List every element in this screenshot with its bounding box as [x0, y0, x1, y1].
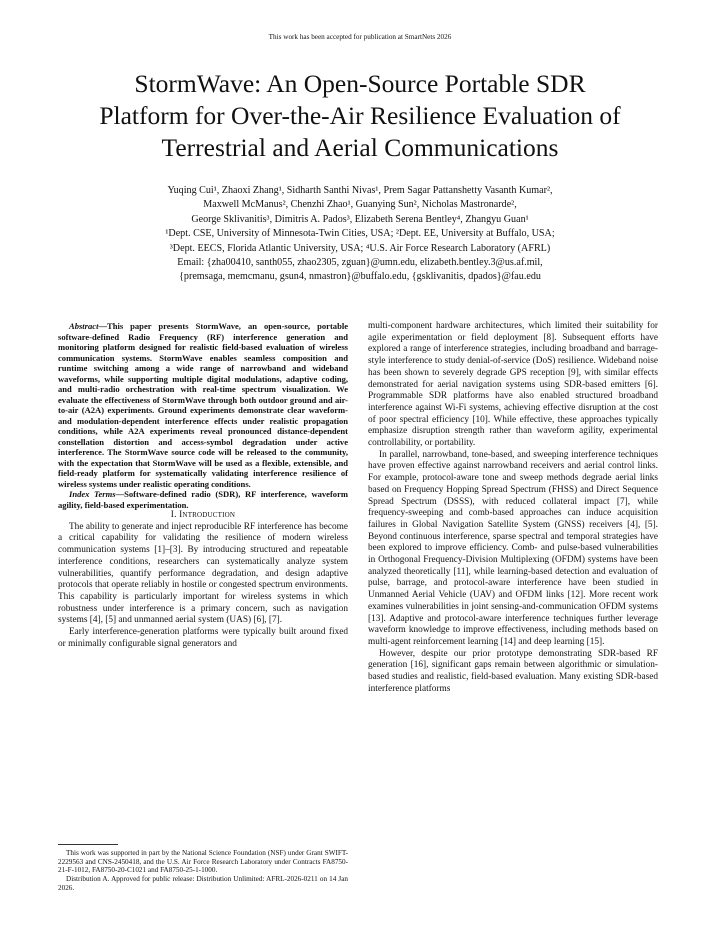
author-block	[40, 184, 680, 285]
author-line: Maxwell McManus², Chenzhi Zhao¹, Guanying Sun², Nicholas Mastronarde²,	[203, 199, 517, 211]
footnotes	[58, 849, 348, 893]
title-line: Platform for Over-the-Air Resilience Evaluation of	[99, 101, 621, 130]
index-terms	[58, 489, 348, 510]
email-line: {premsaga, memcmanu, gsun4, nmastron}@buffalo.edu, {gsklivanitis, dpados}@fau.edu	[179, 271, 541, 283]
body-paragraph: multi-component hardware architectures, which limited their suitability for agile experimentation or field deployment [8]. Subsequent efforts have explored a range of interference strategies, including broadband and barrage-style interference to study denial-of-service (DoS) resilience. Wideband noise has been shown to severely degrade GPS reception [9], with similar effects demonstrated for aerial navigation systems using SDR-based emitters [6]. Programmable SDR platforms have also enabled structured broadband interference against Wi-Fi systems, achieving effective disruption at the cost of poor spectral efficiency [10]. While effective, these approaches typically emphasize disruption strength rather than waveform agility, experimental controllability, or portability.	[368, 321, 658, 449]
body-paragraph: In parallel, narrowband, tone-based, and sweeping interference techniques have proven effective against narrowband receivers and aerial control links. For example, protocol-aware tone and sweep methods degrade aerial links based on Frequency Hopping Spread Spectrum (FHSS) and Direct Sequence Spread Spectrum (DSSS), with reduced collateral impact [7], while frequency-sweeping and comb-based approaches can induce acquisition failures in Global Navigation Satellite System (GNSS) receivers [4], [5]. Beyond continuous interference, sparse spectral and temporal strategies have been explored to improve efficiency. Comb- and pulse-based vulnerabilities in Orthogonal Frequency-Division Multiplexing (OFDM) systems have been analyzed theoretically [11], while learning-based detection and evaluation of pulse, barrage, and protocol-aware interference have been studied in Unmanned Aerial Vehicle (UAV) and OFDM links [12]. More recent work examines vulnerabilities in joint sensing-and-communication OFDM systems [13]. Adaptive and protocol-aware interference techniques further leverage waveform knowledge to improve effectiveness, including methods based on multi-agent reinforcement learning [14] and deep learning [15].	[368, 449, 658, 647]
right-column	[368, 321, 658, 696]
affiliation-line: ¹Dept. CSE, University of Minnesota-Twin Cities, USA; ²Dept. EE, University at Buffalo, USA;	[165, 228, 555, 240]
section-heading: I. Introduction	[170, 510, 236, 520]
footnote-rule	[58, 844, 118, 845]
abstract	[58, 321, 348, 489]
index-terms-lead: Index Terms	[69, 489, 116, 499]
abstract-text: —This paper presents StormWave, an open-source, portable software-defined Radio Frequency (RF) interference generation and monitoring platform designed for realistic field-based evaluation of wireless communication systems. StormWave enables seamless composition and runtime switching among a wide range of narrowband and wideband waveforms, while supporting multiple digital modulations, adaptive coding, and multi-radio orchestration with real-time spectrum visualization. We evaluate the effectiveness of StormWave through both outdoor ground and air-to-air (A2A) experiments. Ground experiments demonstrate clear waveform- and modulation-dependent interference effects under realistic propagation conditions, while A2A experiments reveal pronounced distance-dependent constellation distortion and access-symbol degradation under active interference. The StormWave source code will be released to the community, with the expectation that StormWave will be used as a flexible, extensible, and field-ready platform for systematically validating interference resilience of wireless systems under realistic operating conditions.	[58, 321, 348, 489]
abstract-lead: Abstract	[69, 321, 99, 331]
author-line: George Sklivanitis³, Dimitris A. Pados³, Elizabeth Serena Bentley⁴, Zhangyu Guan¹	[191, 213, 529, 225]
body-paragraph: However, despite our prior prototype demonstrating SDR-based RF generation [16], significant gaps remain between algorithmic or simulation-based studies and realistic, field-based evaluation. Many existing SDR-based interference platforms	[368, 648, 658, 694]
paper-title	[40, 68, 680, 164]
title-line: Terrestrial and Aerial Communications	[161, 133, 559, 162]
index-terms-text: —Software-defined radio (SDR), RF interference, waveform agility, field-based experimentation.	[58, 489, 348, 510]
title-line: StormWave: An Open-Source Portable SDR	[134, 69, 586, 98]
publication-note: This work has been accepted for publication at SmartNets 2026	[268, 33, 452, 41]
author-line: Yuqing Cui¹, Zhaoxi Zhang¹, Sidharth Santhi Nivas¹, Prem Sagar Pattanshetty Vasanth Kumar²,	[167, 185, 553, 196]
email-line: Email: {zha00410, santh055, zhao2305, zguan}@umn.edu, elizabeth.bentley.3@us.af.mil,	[177, 257, 543, 269]
affiliation-line: ³Dept. EECS, Florida Atlantic University, USA; ⁴U.S. Air Force Research Laboratory (AFRL)	[169, 242, 551, 254]
footnote: Distribution A. Approved for public release: Distribution Unlimited: AFRL-2026-0211 on 14 Jan 2026.	[58, 875, 348, 892]
left-column	[58, 321, 348, 650]
body-paragraph: The ability to generate and inject reproducible RF interference has become a critical capability for validating the resilience of modern wireless communication systems [1]–[3]. By introducing structured and repeatable interference conditions, researchers can systematically analyze system vulnerabilities, quantify performance degradation, and design adaptive protocols that operate reliably in hostile or congested spectrum environments. This capability is particularly important for wireless systems in which robustness under interference is a primary concern, such as navigation systems [4], [5] and unmanned aerial system (UAS) [6], [7].	[58, 521, 348, 626]
body-paragraph: Early interference-generation platforms were typically built around fixed or minimally configurable signal generators and	[58, 627, 348, 649]
footnote: This work was supported in part by the National Science Foundation (NSF) under Grant SWIFT-2229563 and CNS-2450418, and the U.S. Air Force Research Laboratory under Contracts FA8750-21-F-1012, FA8750-20-C1021 and FA8750-25-1-1000.	[58, 849, 348, 875]
